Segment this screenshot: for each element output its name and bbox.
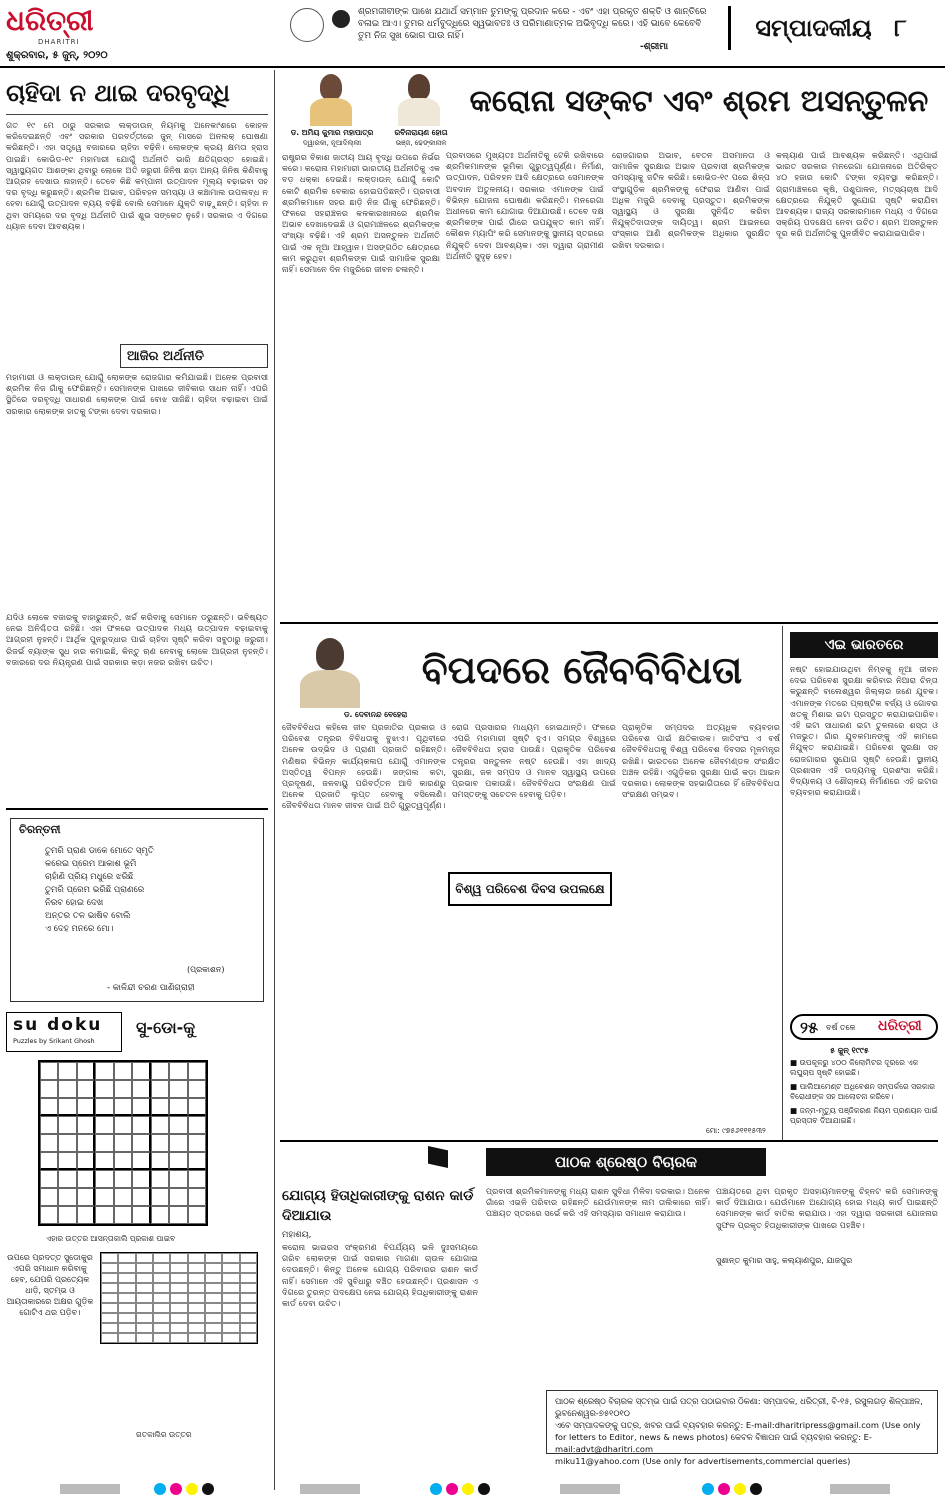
sudoku-title-box <box>6 1012 122 1052</box>
solution-cell <box>205 1323 222 1333</box>
sudoku-cell <box>114 1116 132 1134</box>
years-ago-label: ବର୍ଷ ତଳେ <box>826 1023 856 1032</box>
sudoku-cell <box>151 1116 169 1134</box>
sudoku-cell <box>77 1062 95 1080</box>
sudoku-cell <box>95 1206 113 1224</box>
solution-cell <box>136 1273 153 1283</box>
sudoku-cell <box>58 1098 76 1116</box>
yellow-dot <box>462 1483 474 1495</box>
sudoku-cell <box>95 1170 113 1188</box>
sudoku-cell <box>58 1116 76 1134</box>
years-ago-box <box>790 1014 938 1136</box>
masthead <box>0 0 945 68</box>
letter-salutation: ମହାଶୟ, <box>282 1230 312 1240</box>
column-rule <box>782 626 783 1140</box>
sudoku-cell <box>58 1206 76 1224</box>
years-ago-item: ■ ଉପକୂଳରୁ ୪୦୦ କିଲୋମିଟର ଦୂରରେ ଏକ ଲଘୁଚାପ ସୃଷ୍ଟି ହୋଇଛି। <box>790 1058 919 1078</box>
solution-cell <box>222 1273 239 1283</box>
contact-email: ଏବେ ସମ୍ପାଦକଙ୍କୁ ପତ୍ର, ଖବର ପାଇଁ ବ୍ୟବହାର କରନ୍ତୁ: E-mail:dharitripress@gmail.com (Use only for letters to Editor, news & news photos) କେବଳ ବିଜ୍ଞାପନ ପାଇଁ ବ୍ୟବହାର କରନ୍ତୁ: E-mail:advt@dharitri.com <box>555 1420 921 1454</box>
second-col1: ଜୈବବିବିଧତା କହିଲେ ଜୀବ ପ୍ରଜାତିର ପ୍ରକାର ଓ ପରିବେଶ ତନ୍ତ୍ରର ବିବିଧତାକୁ ବୁଝାଏ। ପୃଥିବୀରେ ଅନେକ ଉଦ୍ଭିଦ ଓ ପ୍ରାଣୀ ପ୍ରଜାତି ରହିଛନ୍ତି। ମଣିଷର ବିଭିନ୍ନ କାର୍ଯ୍ୟକଳାପ ଯୋଗୁଁ ଏମାନଙ୍କ ଅସ୍ତିତ୍ୱ ବିପନ୍ନ ହେଉଛି। ଜଙ୍ଗଲ କଟା, ପ୍ରଦୂଷଣ, ଜଳବାୟୁ ପରିବର୍ତ୍ତନ ଆଦି କାରଣରୁ ଅନେକ ପ୍ରଜାତି ଲୁପ୍ତ ହେବାକୁ ବସିଲେଣି। ଜୈବବିବିଧତା ମାନବ ଜୀବନ ପାଇଁ ଅତି ଗୁରୁତ୍ୱପୂର୍ଣ୍ଣ। <box>282 722 446 811</box>
solution-cell <box>136 1303 153 1313</box>
print-registration-strip <box>0 1480 945 1498</box>
solution-cell <box>188 1253 205 1263</box>
column-rule <box>274 70 275 1490</box>
sudoku-cell <box>40 1080 58 1098</box>
editorial-body: ଗତ ୧୯ ମେ ଠାରୁ ସରକାର ଲକ୍‌ଡାଉନ୍ ନିୟମକୁ ଅନେକାଂଶରେ କୋହଳ କରିଦେଇଛନ୍ତି ଏବଂ ସରକାର ପରବର୍ତ୍ତୀରେ ଜୁନ୍ ମାସରେ ଅନଲକ୍ ଘୋଷଣା କରିଛନ୍ତି। ଏହା ସତ୍ତ୍ୱେ ବଜାରରେ ଚାହିଦା ବଢ଼ିନି। ଲୋକଙ୍କ କ୍ରୟ କ୍ଷମତା ହ୍ରାସ ପାଇଛି। କୋଭିଡ-୧୯ ମହାମାରୀ ଯୋଗୁଁ ଅର୍ଥନୀତି ଭାରି କ୍ଷତିଗ୍ରସ୍ତ ହୋଇଛି। ସ୍ୱାସ୍ଥ୍ୟଗତ ଆଶଙ୍କା ଥିବାରୁ ଲୋକେ ଅତି ଜରୁରୀ ଜିନିଷ ଛଡ଼ା ଅନ୍ୟ ଜିନିଷ କିଣିବାକୁ ଆଗ୍ରହ ଦେଖାଉ ନାହାନ୍ତି। ତେବେ କିଛି କମ୍ପାନୀ ଉତ୍ପାଦନ ମୂଲ୍ୟ ବଢ଼ାଇବା ସହ ଦର ବୃଦ୍ଧି କରୁଛନ୍ତି। ଶ୍ରମିକ ଅଭାବ, ପରିବହନ ସମସ୍ୟା ଓ କଞ୍ଚାମାଲ ଉପଲବ୍ଧ ନ ହେବା ଯୋଗୁଁ ଉତ୍ପାଦନ ବ୍ୟୟ ବଢ଼ିଛି ବୋଲି ସେମାନେ ଯୁକ୍ତି ବାଢ଼ୁଛନ୍ତି। ଚାହିଦା ନ ଥିବା ସମୟରେ ଦର ବୃଦ୍ଧି ଅର୍ଥନୀତି ପାଇଁ ଶୁଭ ସଙ୍କେତ ନୁହେଁ। ସରକାର ଏ ଦିଗରେ ଧ୍ୟାନ ଦେବା ଆବଶ୍ୟକ। <box>6 120 268 231</box>
solution-cell <box>153 1263 170 1273</box>
sudoku-cell <box>77 1206 95 1224</box>
sudoku-cell <box>95 1152 113 1170</box>
black-dot <box>478 1483 490 1495</box>
grey-bar <box>300 1484 360 1494</box>
author2-photo <box>394 70 444 126</box>
sudoku-cell <box>169 1080 187 1098</box>
cyan-dot <box>154 1483 166 1495</box>
sudoku-cell <box>114 1206 132 1224</box>
sudoku-cell <box>40 1188 58 1206</box>
solution-cell <box>101 1323 118 1333</box>
solution-cell <box>188 1293 205 1303</box>
author1-name: ଡ. ଅମିୟ କୁମାର ମହାପାତ୍ର <box>290 128 374 137</box>
sudoku-rules: ଉପରେ ପ୍ରଦତ୍ତ ସୁଡୋକୁର ଏପରି ସମାଧାନ କରିବାକୁ ହେବ, ଯେପରି ପ୍ରତ୍ୟେକ ଧାଡ଼ି, ସ୍ତମ୍ଭ ଓ ଆୟତାକାରରେ ଅକ୍ଷର ଗୁଡ଼ିକ ଗୋଟିଏ ଥର ପଡ଼ିବ। <box>6 1253 94 1317</box>
sudoku-cell <box>151 1062 169 1080</box>
solution-cell <box>188 1333 205 1343</box>
solution-cell <box>188 1323 205 1333</box>
solution-cell <box>136 1313 153 1323</box>
author2-name: ରବିନାରାୟଣ ହୋତା <box>394 128 448 137</box>
sudoku-cell <box>151 1152 169 1170</box>
sudoku-cell <box>188 1062 206 1080</box>
solution-cell <box>240 1273 257 1283</box>
sudoku-cell <box>188 1080 206 1098</box>
magenta-dot <box>170 1483 182 1495</box>
sudoku-cell <box>132 1080 150 1098</box>
sudoku-cell <box>188 1098 206 1116</box>
sudoku-cell <box>151 1134 169 1152</box>
solution-cell <box>136 1293 153 1303</box>
sudoku-cell <box>77 1098 95 1116</box>
contact-box <box>546 1390 938 1466</box>
solution-cell <box>222 1283 239 1293</box>
solution-cell <box>101 1333 118 1343</box>
poem-title: ଚିରନ୍ତନୀ <box>19 823 61 836</box>
poem-line: କରେଇ ପ୍ରେମ ଆକାଶ ଭୂମି <box>45 859 137 869</box>
sudoku-section <box>6 1012 268 1490</box>
section-label: ସମ୍ପାଦକୀୟ <box>755 14 872 42</box>
poem-author: - କାଳିନ୍ଦୀ ଚରଣ ପାଣିଗ୍ରାହୀ <box>107 983 195 993</box>
solution-cell <box>170 1333 187 1343</box>
sudoku-cell <box>40 1152 58 1170</box>
solution-cell <box>240 1303 257 1313</box>
solution-cell <box>118 1253 135 1263</box>
sudoku-subtitle: Puzzles by Srikant Ghosh <box>13 1037 95 1045</box>
lead-col2: ପ୍ରବାସରେ ମୁଖ୍ୟତଃ ଅର୍ଥନୀତିକୁ ଟେକି ରଖିବାରେ ଶ୍ରମିକମାନଙ୍କ ଭୂମିକା ଗୁରୁତ୍ୱପୂର୍ଣ୍ଣ। ନିର୍ମାଣ, ଉତ୍ପାଦନ, ପରିବହନ ଆଦି କ୍ଷେତ୍ରରେ ସେମାନଙ୍କ ଅବଦାନ ଅତୁଳନୀୟ। ସରକାର ଏମାନଙ୍କ ପାଇଁ ବିଭିନ୍ନ ଯୋଜନା ଘୋଷଣା କରିଛନ୍ତି। ମନରେଗା ଅଧୀନରେ କାମ ଯୋଗାଇ ଦିଆଯାଉଛି। ତେବେ ଦକ୍ଷ ଶ୍ରମିକଙ୍କ ପାଇଁ ଗାଁରେ ଉପଯୁକ୍ତ କାମ ନାହିଁ। କୌଶଳ ମ୍ୟାପିଂ କରି ସେମାନଙ୍କୁ ସ୍ଥାନୀୟ ସ୍ତରରେ ନିଯୁକ୍ତି ଦେବା ଆବଶ୍ୟକ। ଏହା ଦ୍ୱାରା ଗ୍ରାମୀଣ ଅର୍ଥନୀତି ସୁଦୃଢ଼ ହେବ। <box>446 150 604 261</box>
solution-cell <box>101 1283 118 1293</box>
sudoku-cell <box>132 1152 150 1170</box>
sudoku-cell <box>77 1152 95 1170</box>
poem-line: ଅନ୍ତର ତଳ ଭାଷିବ ବୋଲି <box>45 911 131 921</box>
black-dot <box>750 1483 762 1495</box>
solution-cell <box>170 1283 187 1293</box>
letter-headline: ଯୋଗ୍ୟ ହିତାଧିକାରୀଙ୍କୁ ରାଶନ କାର୍ଡ ଦିଆଯାଉ <box>282 1188 474 1224</box>
sudoku-cell <box>151 1188 169 1206</box>
letter-body-3: ପଞ୍ଚାୟତରେ ଥିବା ପ୍ରକୃତ ଅସହାୟମାନଙ୍କୁ ଚିହ୍ନଟ କରି ସେମାନଙ୍କୁ କାର୍ଡ ଦିଆଯାଉ। ଯେଉଁମାନେ ଅଯୋଗ୍ୟ ହୋଇ ମଧ୍ୟ କାର୍ଡ ପାଇଛନ୍ତି ସେମାନଙ୍କ କାର୍ଡ ବାତିଲ କରାଯାଉ। ଏହା ଦ୍ୱାରା ସରକାରୀ ଯୋଜନାର ସୁଫଳ ପ୍ରକୃତ ହିତାଧିକାରୀଙ୍କ ପାଖରେ ପହଞ୍ଚିବ। <box>716 1186 938 1230</box>
solution-cell <box>188 1263 205 1273</box>
sudoku-cell <box>169 1170 187 1188</box>
editorial-body-3: ଯଦିଓ ଲୋକେ ବଜାରକୁ ବାହାରୁଛନ୍ତି, ଖର୍ଚ୍ଚ କରିବାକୁ ସେମାନେ ଡରୁଛନ୍ତି। ଭବିଷ୍ୟତ ନେଇ ଅନିଶ୍ଚିତତା ରହିଛି। ଏହା ଫଳରେ ଉତ୍ପାଦକ ମଧ୍ୟ ଉତ୍ପାଦନ ବଢ଼ାଇବାକୁ ଆଗ୍ରହୀ ନୁହନ୍ତି। ଆର୍ଥିକ ପୁନରୁଦ୍ଧାର ପାଇଁ ଚାହିଦା ସୃଷ୍ଟି କରିବା ସବୁଠାରୁ ଜରୁରୀ। ରିଜର୍ଭ ବ୍ୟାଙ୍କ ସୁଧ ହାର କମାଇଛି, କିନ୍ତୁ ଋଣ ନେବାକୁ ଲୋକେ ଆଗ୍ରହୀ ନୁହନ୍ତି। ବଜାରରେ ଦର ନିୟନ୍ତ୍ରଣ ପାଇଁ ସରକାର କଡ଼ା ନଜର ରଖିବା ଉଚିତ। <box>6 612 268 667</box>
solution-cell <box>188 1313 205 1323</box>
sudoku-cell <box>188 1188 206 1206</box>
contact-ad-email: miku11@yahoo.com (Use only for advertisements,commercial queries) <box>555 1456 851 1466</box>
sudoku-cell <box>132 1116 150 1134</box>
sudoku-cell <box>151 1098 169 1116</box>
solution-cell <box>136 1263 153 1273</box>
author1-place: ଦ୍ୱାରକା, ନୂଆଦିଲ୍ଲୀ <box>302 139 362 147</box>
magenta-dot <box>446 1483 458 1495</box>
solution-cell <box>170 1253 187 1263</box>
sudoku-solution-grid <box>100 1252 258 1344</box>
solution-cell <box>205 1293 222 1303</box>
solution-cell <box>101 1293 118 1303</box>
solution-cell <box>222 1303 239 1313</box>
sudoku-cell <box>114 1152 132 1170</box>
solution-cell <box>240 1323 257 1333</box>
sudoku-cell <box>169 1098 187 1116</box>
sudoku-cell <box>169 1134 187 1152</box>
second-headline: ବିପଦରେ ଜୈବବିବିଧତା <box>421 648 743 692</box>
sudoku-cell <box>40 1062 58 1080</box>
sudoku-cell <box>95 1116 113 1134</box>
sudoku-cell <box>188 1170 206 1188</box>
sudoku-cell <box>151 1080 169 1098</box>
lead-col4: କଲ୍ୟାଣ ପାଇଁ ଆବଶ୍ୟକ କରିଛନ୍ତି। ଏଥିପାଇଁ ଭାରତ ସରକାର ମନରେଗା ଯୋଜନାରେ ଅତିରିକ୍ତ ୪୦ ହଜାର କୋଟି ଟଙ୍କା ବ୍ୟବସ୍ଥା କରିଛନ୍ତି। ଗ୍ରାମାଞ୍ଚଳରେ କୃଷି, ପଶୁପାଳନ, ମତ୍ସ୍ୟଚାଷ ଆଦି କ୍ଷେତ୍ରରେ ନିଯୁକ୍ତି ସୁଯୋଗ ସୃଷ୍ଟି କରାଯିବା ଆବଶ୍ୟକ। ରାଜ୍ୟ ସରକାରମାନେ ମଧ୍ୟ ଏ ଦିଗରେ ସକ୍ରିୟ ପଦକ୍ଷେପ ନେବା ଉଚିତ। ଶ୍ରମ ଅସନ୍ତୁଳନ ଦୂର କରି ଅର୍ଥନୀତିକୁ ପୁନର୍ଜୀବିତ କରାଯାଇପାରିବ। <box>776 150 938 239</box>
solution-cell <box>118 1313 135 1323</box>
editorial-subhead-box <box>120 344 268 368</box>
poem-line: ତୁମରି ପ୍ରାଣ ଡାକେ ମୋତେ ସ୍ମୃତି <box>45 846 154 856</box>
lead-col1: ରାଷ୍ଟ୍ରର ବିକାଶ ଜାତୀୟ ଆୟ ବୃଦ୍ଧି ଉପରେ ନିର୍ଭର କରେ। କରୋନା ମହାମାରୀ ଭାରତୀୟ ଅର୍ଥନୀତିକୁ ଏକ ବଡ଼ ଧକ୍କା ଦେଇଛି। ଲକ୍‌ଡାଉନ୍ ଯୋଗୁଁ କୋଟି କୋଟି ଶ୍ରମିକ ବେକାର ହୋଇପଡ଼ିଛନ୍ତି। ପ୍ରବାସୀ ଶ୍ରମିକମାନେ ସହର ଛାଡ଼ି ନିଜ ଗାଁକୁ ଫେରିଛନ୍ତି। ଫଳରେ ସହରାଞ୍ଚଳର କଳକାରଖାନାରେ ଶ୍ରମିକ ଅଭାବ ଦେଖାଦେଇଛି ଓ ଗ୍ରାମାଞ୍ଚଳରେ ଶ୍ରମିକଙ୍କ ସଂଖ୍ୟା ବଢ଼ିଛି। ଏହି ଶ୍ରମ ଅସନ୍ତୁଳନ ଅର୍ଥନୀତି ପାଇଁ ଏକ ନୂଆ ଆହ୍ୱାନ। ଅସଙ୍ଗଠିତ କ୍ଷେତ୍ରରେ କାମ କରୁଥିବା ଶ୍ରମିକଙ୍କ ପାଇଁ ସାମାଜିକ ସୁରକ୍ଷା ନାହିଁ। ସେମାନେ ଦିନ ମଜୁରିରେ ଜୀବନ ଚଳାନ୍ତି। <box>282 152 440 275</box>
poem-source: (ପ୍ରକାଶନ) <box>187 965 225 974</box>
solution-cell <box>240 1313 257 1323</box>
sudoku-cell <box>132 1098 150 1116</box>
sudoku-cell <box>132 1062 150 1080</box>
page-number: ୮ <box>894 14 907 42</box>
solution-cell <box>188 1273 205 1283</box>
solution-cell <box>136 1333 153 1343</box>
solution-cell <box>222 1313 239 1323</box>
solution-cell <box>118 1273 135 1283</box>
solution-cell <box>136 1253 153 1263</box>
solution-cell <box>205 1253 222 1263</box>
sudoku-cell <box>169 1062 187 1080</box>
poem-line: ନିରବ ହୋଇ ଦେଖ <box>45 898 104 908</box>
sudoku-cell <box>95 1134 113 1152</box>
quote-emblem-icon <box>332 10 350 28</box>
sudoku-title: su doku <box>13 1015 103 1035</box>
sudoku-cell <box>40 1098 58 1116</box>
solution-cell <box>240 1283 257 1293</box>
solution-cell <box>205 1303 222 1313</box>
yellow-dot <box>734 1483 746 1495</box>
divider <box>6 114 268 115</box>
black-dot <box>202 1483 214 1495</box>
solution-cell <box>153 1313 170 1323</box>
solution-cell <box>205 1313 222 1323</box>
solution-cell <box>118 1283 135 1293</box>
solution-cell <box>153 1303 170 1313</box>
author3-photo <box>296 632 364 708</box>
sudoku-cell <box>40 1116 58 1134</box>
letters-title: ପାଠକ ଶ୍ରେଷ୍ଠ ବିଚାରକ <box>486 1148 766 1176</box>
solution-label: ଗତକାଲିର ଉତ୍ତର <box>136 1430 192 1439</box>
sudoku-cell <box>132 1134 150 1152</box>
solution-cell <box>153 1253 170 1263</box>
poem-line: ଚାହାଁଣି ପ୍ରିୟ ମଧୁରେ ଝରିଛି <box>45 872 134 882</box>
sudoku-cell <box>114 1062 132 1080</box>
solution-cell <box>222 1293 239 1303</box>
solution-cell <box>222 1263 239 1273</box>
solution-cell <box>222 1253 239 1263</box>
logo-subtitle: DHARITRI <box>38 38 80 46</box>
thought-quote: ଶ୍ରମଜୀବୀଙ୍କ ପାଖେ ଯଥାର୍ଥ ସମ୍ମାନ ତୁମଙ୍କୁ ପ୍ରଦାନ କରେ - ଏବଂ ଏହା ପ୍ରକୃତ ଶକ୍ତି ଓ ଶାନ୍ତିରେ ବଳାଇ ଆଏ। ତୁମର ଧର୍ମବୁଦ୍ଧିରେ ସ୍ୱଭାବତଃ ଓ ପରିମାଣାତ୍ମକ ଅଭିବୃଦ୍ଧି କରେ। ଏହି ଭାବେ କେବେବି ତୁମ ନିଜ ସୁଖ ଭୋଗ ପାଉ ନାହିଁ। <box>358 7 707 41</box>
solution-cell <box>205 1283 222 1293</box>
letter-signoff: ସୁଶାନ୍ତ କୁମାର ସାହୁ, କଲ୍ୟାଣପୁର, ଯାଜପୁର <box>716 1256 853 1265</box>
solution-cell <box>188 1283 205 1293</box>
solution-cell <box>101 1273 118 1283</box>
sudoku-cell <box>169 1152 187 1170</box>
poem-lines <box>45 845 154 936</box>
solution-cell <box>170 1303 187 1313</box>
solution-cell <box>153 1323 170 1333</box>
grey-bar <box>560 1484 620 1494</box>
letters-icon <box>428 1146 448 1168</box>
sudoku-cell <box>114 1134 132 1152</box>
solution-cell <box>118 1333 135 1343</box>
sudoku-cell <box>58 1188 76 1206</box>
sudoku-cell <box>58 1080 76 1098</box>
author2-place: ଭଞ୍ଜ, ଢେଙ୍କାନାଳ <box>395 139 447 147</box>
wed-box <box>448 872 612 906</box>
solution-cell <box>188 1303 205 1313</box>
editorial-headline: ଚାହିଦା ନ ଥାଇ ଦରବୃଦ୍ଧି <box>6 79 230 107</box>
sudoku-grid <box>38 1060 208 1226</box>
solution-cell <box>101 1303 118 1313</box>
sudoku-cell <box>151 1170 169 1188</box>
sudoku-cell <box>40 1170 58 1188</box>
solution-cell <box>240 1293 257 1303</box>
section-title <box>728 6 934 50</box>
sudoku-cell <box>77 1188 95 1206</box>
sudoku-cell <box>132 1206 150 1224</box>
solution-cell <box>240 1253 257 1263</box>
sudoku-cell <box>114 1170 132 1188</box>
poem-line: ଏ ଦେହ ମନରେ ମୋ। <box>45 924 114 934</box>
author1-photo <box>306 70 356 126</box>
sudoku-cell <box>169 1188 187 1206</box>
solution-cell <box>101 1253 118 1263</box>
years-ago-banner <box>790 1014 938 1040</box>
years-ago-number: ୨୫ <box>800 1018 818 1037</box>
sudoku-cell <box>95 1188 113 1206</box>
wed-box-label: ବିଶ୍ୱ ପରିବେଶ ଦିବସ ଉପଲକ୍ଷେ <box>455 882 605 896</box>
quote-author: -ଶ୍ରୀମା <box>640 42 668 52</box>
second-col3: ପ୍ରାକୃତିକ ସମ୍ପଦର ଅତ୍ୟଧିକ ବ୍ୟବହାର ପରିବେଶ ପାଇଁ କ୍ଷତିକାରକ। ଜାତିସଂଘ ଏ ବର୍ଷ ଜୈବବିବିଧତାକୁ ବିଶ୍ୱ ପରିବେଶ ଦିବସର ମୂଳମନ୍ତ୍ର ରଖିଛି। ଭାରତରେ ଅନେକ ଜୈବମଣ୍ଡଳ ସଂରକ୍ଷିତ ଅଞ୍ଚଳ ରହିଛି। ଏଗୁଡ଼ିକର ସୁରକ୍ଷା ପାଇଁ କଡ଼ା ଆଇନ ଦରକାର। ଲୋକଙ୍କ ସହଭାଗିତାରେ ହିଁ ଜୈବବିବିଧତା ସଂରକ୍ଷଣ ସମ୍ଭବ। <box>622 722 780 800</box>
years-ago-items <box>790 1058 938 1129</box>
sudoku-cell <box>114 1080 132 1098</box>
solution-cell <box>222 1333 239 1343</box>
solution-cell <box>136 1323 153 1333</box>
author3-name: ଡ. ଦେବାନନ୍ଦ ବେହେରା <box>344 710 408 719</box>
sudoku-cell <box>188 1152 206 1170</box>
solution-cell <box>205 1263 222 1273</box>
this-day-body: ନଷ୍ଟ ହୋଇଯାଉଥିବା ନିମ୍ବକୁ ନୂଆ ଜୀବନ ଦେଇ ପରିବେଶ ସୁରକ୍ଷା କରିବାର ନିଆରା ଚିନ୍ତା କରୁଛନ୍ତି ବାଲେଶ୍ୱର ଜିଲ୍ଲାର ଜଣେ ଯୁବକ। ଏମାନଙ୍କ ମତରେ ପ୍ଲାଷ୍ଟିକ ବର୍ଜ୍ୟ ଓ ଗୋବର ଖତକୁ ମିଶାଇ ଇଟା ପ୍ରସ୍ତୁତ କରାଯାଇପାରିବ। ଏହି ଇଟା ସାଧାରଣ ଇଟା ତୁଳନାରେ ଶସ୍ତା ଓ ମଜଭୁତ। ଗାଁର ଯୁବକମାନଙ୍କୁ ଏହି କାମରେ ନିଯୁକ୍ତ କରାଯାଇଛି। ପରିବେଶ ସୁରକ୍ଷା ସହ ରୋଜଗାରର ସୁଯୋଗ ସୃଷ୍ଟି ହେଉଛି। ସ୍ଥାନୀୟ ପ୍ରଶାସନ ଏହି ଉଦ୍ୟମକୁ ପ୍ରଶଂସା କରିଛି। ବିଦ୍ୟାଳୟ ଓ ଶୌଚାଳୟ ନିର୍ମାଣରେ ଏହି ଇଟାର ବ୍ୟବହାର କରାଯାଉଛି। <box>790 664 938 798</box>
letter-body-2: ପ୍ରବାସୀ ଶ୍ରମିକମାନଙ୍କୁ ମଧ୍ୟ ରାଶନ ସୁବିଧା ମିଳିବା ଦରକାର। ଅନେକ ଗାଁରେ ଏଭଳି ପରିବାର ରହିଛନ୍ତି ଯେଉଁମାନଙ୍କ ନାମ ତାଲିକାରେ ନାହିଁ। ପଞ୍ଚାୟତ ସ୍ତରରେ ସର୍ଭେ କରି ଏହି ସମସ୍ୟାର ସମାଧାନ କରାଯାଉ। <box>486 1186 710 1219</box>
editorial-body-2: ମହାମାରୀ ଓ ଲକ୍‌ଡାଉନ୍ ଯୋଗୁଁ ଲୋକଙ୍କ ରୋଜଗାର କମିଯାଇଛି। ଅନେକ ପ୍ରବାସୀ ଶ୍ରମିକ ନିଜ ଗାଁକୁ ଫେରିଛନ୍ତି। ସେମାନଙ୍କ ପାଖରେ ଜୀବିକାର ସାଧନ ନାହିଁ। ଏପରି ସ୍ଥିତିରେ ଦରବୃଦ୍ଧି ସାଧାରଣ ଲୋକଙ୍କ ପାଇଁ ବୋଝ ସାଜିଛି। ଚାହିଦା ବଢ଼ାଇବା ପାଇଁ ସରକାର ଲୋକଙ୍କ ହାତକୁ ଟଙ୍କା ଦେବା ଦରକାର। <box>6 372 268 416</box>
sudoku-cell <box>114 1098 132 1116</box>
solution-cell <box>170 1293 187 1303</box>
solution-cell <box>205 1273 222 1283</box>
sun-emblem-icon <box>290 8 324 42</box>
editorial-subhead: ଆଜିର ଅର୍ଥନୀତି <box>127 349 204 364</box>
years-ago-date: ୫ ଜୁନ୍ ୧୯୯୫ <box>830 1046 869 1055</box>
solution-cell <box>240 1263 257 1273</box>
solution-cell <box>153 1283 170 1293</box>
sudoku-cell <box>77 1080 95 1098</box>
solution-cell <box>170 1323 187 1333</box>
solution-cell <box>118 1293 135 1303</box>
sudoku-cell <box>95 1062 113 1080</box>
sudoku-cell <box>95 1080 113 1098</box>
sudoku-cell <box>77 1170 95 1188</box>
solution-cell <box>205 1333 222 1343</box>
sudoku-cell <box>77 1134 95 1152</box>
solution-cell <box>118 1323 135 1333</box>
letter-body: କରୋନା ଭାଇରସ ସଂକ୍ରମଣ ବିପର୍ଯ୍ୟୟ ଭଳି ଦୁଃସମୟରେ ଗରିବ ଲୋକଙ୍କ ପାଇଁ ସରକାର ମାଗଣା ଚାଉଳ ଯୋଗାଇ ଦେଉଛନ୍ତି। କିନ୍ତୁ ଅନେକ ଯୋଗ୍ୟ ପରିବାରର ରାଶନ କାର୍ଡ ନାହିଁ। ସେମାନେ ଏହି ସୁବିଧାରୁ ବଞ୍ଚିତ ହେଉଛନ୍ତି। ପ୍ରଶାସନ ଏ ଦିଗରେ ତୁରନ୍ତ ପଦକ୍ଷେପ ନେଇ ଯୋଗ୍ୟ ହିତାଧିକାରୀଙ୍କୁ ରାଶନ କାର୍ଡ ଦେବା ଉଚିତ। <box>282 1242 478 1309</box>
sudoku-cell <box>58 1152 76 1170</box>
sudoku-cell <box>58 1170 76 1188</box>
solution-cell <box>118 1263 135 1273</box>
sudoku-cell <box>169 1116 187 1134</box>
solution-cell <box>170 1273 187 1283</box>
magenta-dot <box>718 1483 730 1495</box>
solution-cell <box>136 1283 153 1293</box>
divider <box>6 808 268 810</box>
solution-cell <box>101 1263 118 1273</box>
solution-cell <box>222 1323 239 1333</box>
author-contact: ମୋ: ୯୭୫୬୧୧୧୫୩୨ <box>706 1126 766 1135</box>
divider <box>280 622 938 624</box>
divider <box>280 1140 938 1142</box>
years-ago-item: ■ ଜନ୍ମ-ମୃତ୍ୟୁ ପଞ୍ଜିକରଣ ନିୟମ ପ୍ରଣୟନ ପାଇଁ ପ୍ରସ୍ତାବ ଦିଆଯାଇଛି। <box>790 1105 938 1126</box>
sudoku-cell <box>132 1188 150 1206</box>
lead-col3: ରୋଜଗାରର ଅଭାବ, ବେତନ ଅସମାନତା ଓ ସାମାଜିକ ସୁରକ୍ଷାର ଅଭାବ ପ୍ରବାସୀ ଶ୍ରମିକଙ୍କ ସମସ୍ୟାକୁ ଜଟିଳ କରିଛି। କୋଭିଡ-୧୯ ପରେ ଶିଳ୍ପ ସଂସ୍ଥାଗୁଡ଼ିକ ଶ୍ରମିକଙ୍କୁ ଫେରାଇ ଆଣିବା ପାଇଁ ଅଧିକ ମଜୁରି ଦେବାକୁ ପ୍ରସ୍ତୁତ। ଶ୍ରମିକଙ୍କ ସ୍ୱାସ୍ଥ୍ୟ ଓ ସୁରକ୍ଷା ସୁନିଶ୍ଚିତ କରିବା ନିଯୁକ୍ତିଦାତାଙ୍କ ଦାୟିତ୍ୱ। ଶ୍ରମ ଆଇନରେ ସଂସ୍କାର ଆଣି ଶ୍ରମିକଙ୍କ ଅଧିକାର ସୁରକ୍ଷିତ ରଖିବା ଦରକାର। <box>612 150 770 250</box>
second-col2: ରୋଗ ପ୍ରସାରର ମାଧ୍ୟମ ହୋଇଥାନ୍ତି। ଫଳରେ ଏପରି ମହାମାରୀ ସୃଷ୍ଟି ହୁଏ। ସମଗ୍ର ବିଶ୍ୱରେ ଜୈବବିବିଧତା ହ୍ରାସ ପାଉଛି। ପ୍ରାକୃତିକ ପରିବେଶ ତନ୍ତ୍ରର ସନ୍ତୁଳନ ନଷ୍ଟ ହେଉଛି। ଏହା ଖାଦ୍ୟ ସୁରକ୍ଷା, ଜଳ ସମ୍ପଦ ଓ ମାନବ ସ୍ୱାସ୍ଥ୍ୟ ଉପରେ ପ୍ରଭାବ ପକାଉଛି। ଜୈବବିବିଧତା ସଂରକ୍ଷଣ ପାଇଁ ସମସ୍ତଙ୍କୁ ସଚେତନ ହେବାକୁ ପଡ଼ିବ। <box>452 722 616 800</box>
solution-cell <box>170 1313 187 1323</box>
sudoku-cell <box>188 1116 206 1134</box>
this-day-title: ଏଇ ଭାରତରେ <box>790 632 938 658</box>
dateline: ଶୁକ୍ରବାର, ୫ ଜୁନ୍, ୨୦୨୦ <box>6 50 108 61</box>
sudoku-note: ଏହାର ଉତ୍ତର ଆସନ୍ତାକାଲି ପ୍ରକାଶ ପାଇବ <box>46 1234 176 1243</box>
sudoku-title-odia: ସୁ-ଡୋ-କୁ <box>136 1018 196 1037</box>
sudoku-cell <box>40 1134 58 1152</box>
solution-cell <box>153 1293 170 1303</box>
solution-cell <box>170 1263 187 1273</box>
lead-headline: କରୋନା ସଙ୍କଟ ଏବଂ ଶ୍ରମ ଅସନ୍ତୁଳନ <box>469 84 929 119</box>
cyan-dot <box>430 1483 442 1495</box>
poem-box <box>10 818 264 1002</box>
solution-cell <box>153 1273 170 1283</box>
sudoku-cell <box>169 1206 187 1224</box>
sudoku-cell <box>58 1062 76 1080</box>
yellow-dot <box>186 1483 198 1495</box>
solution-cell <box>101 1313 118 1323</box>
sudoku-cell <box>77 1116 95 1134</box>
solution-cell <box>240 1333 257 1343</box>
solution-cell <box>153 1333 170 1343</box>
grey-bar <box>830 1484 890 1494</box>
sudoku-cell <box>151 1206 169 1224</box>
sudoku-cell <box>114 1188 132 1206</box>
sudoku-cell <box>132 1170 150 1188</box>
years-ago-brand: ଧରିତ୍ରୀ <box>878 1018 922 1034</box>
newspaper-logo: ଧରିତ୍ରୀ <box>6 4 94 37</box>
sudoku-cell <box>188 1206 206 1224</box>
contact-address: ପାଠକ ଶ୍ରେଷ୍ଠ ବିଚାରକ ସ୍ତମ୍ଭ ପାଇଁ ପତ୍ର ପଠାଇବାର ଠିକଣା: ସମ୍ପାଦକ, ଧରିତ୍ରୀ, ବି-୧୫, ରସୁଲଗଡ଼ ଶିଳ୍ପାଞ୍ଚଳ, ଭୁବନେଶ୍ୱର-୭୫୧୦୧୦ <box>555 1396 923 1418</box>
poem-line: ତୁମରି ପ୍ରେମ ଭରିଛି ପ୍ରାଣରେ <box>45 885 145 895</box>
sudoku-cell <box>58 1134 76 1152</box>
grey-bar <box>60 1484 120 1494</box>
sudoku-cell <box>188 1134 206 1152</box>
sudoku-cell <box>95 1098 113 1116</box>
solution-cell <box>118 1303 135 1313</box>
sudoku-cell <box>40 1206 58 1224</box>
years-ago-item: ■ ପାଲିଆମେଣ୍ଟ ଅଧିବେଶନ ସମ୍ପର୍କରେ ସରକାର ବିରୋଧୀଙ୍କ ସହ ଆଲୋଚନା କରିବେ। <box>790 1081 935 1102</box>
cyan-dot <box>702 1483 714 1495</box>
